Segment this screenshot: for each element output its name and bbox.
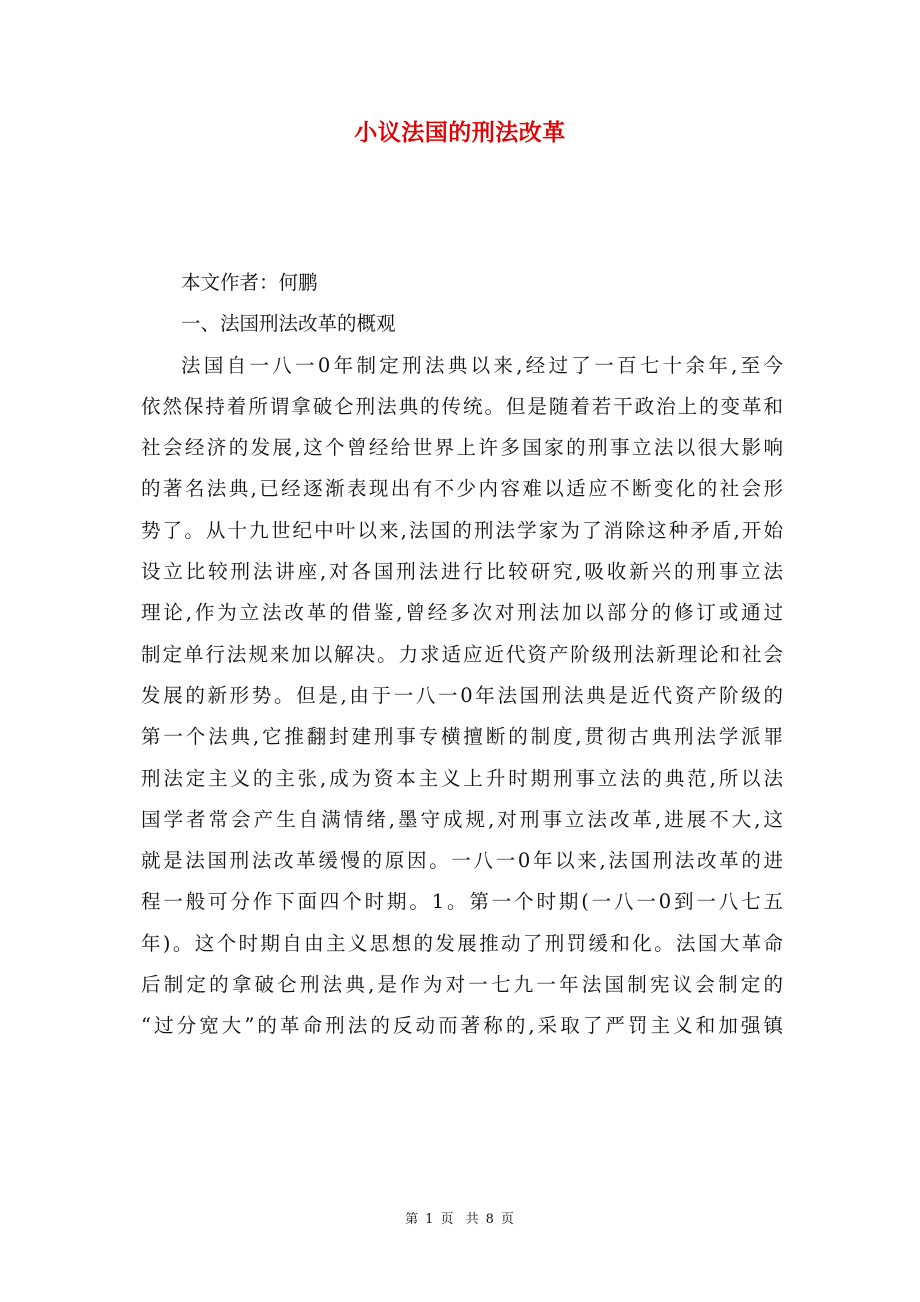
section-heading: 一、法国刑法改革的概观 — [181, 312, 396, 336]
body-line: 就是法国刑法改革缓慢的原因。一八一0年以来,法国刑法改革的进 — [141, 849, 783, 873]
body-line: 社会经济的发展,这个曾经给世界上许多国家的刑事立法以很大影响 — [141, 436, 783, 460]
body-line: 的著名法典,已经逐渐表现出有不少内容难以适应不断变化的社会形 — [141, 477, 783, 501]
body-line: 设立比较刑法讲座,对各国刑法进行比较研究,吸收新兴的刑事立法 — [141, 560, 783, 584]
body-line: 年)。这个时期自由主义思想的发展推动了刑罚缓和化。法国大革命 — [141, 931, 783, 955]
body-line: 制定单行法规来加以解决。力求适应近代资产阶级刑法新理论和社会 — [141, 642, 783, 666]
total-prefix: 共 — [465, 1212, 480, 1227]
document-body — [141, 262, 783, 1047]
body-line: 发展的新形势。但是,由于一八一0年法国刑法典是近代资产阶级的 — [141, 683, 783, 707]
body-line: 势了。从十九世纪中叶以来,法国的刑法学家为了消除这种矛盾,开始 — [141, 518, 783, 542]
body-line: 依然保持着所谓拿破仑刑法典的传统。但是随着若干政治上的变革和 — [141, 394, 783, 418]
body-line: 第一个法典,它推翻封建刑事专横擅断的制度,贯彻古典刑法学派罪 — [141, 725, 783, 749]
body-line: “过分宽大”的革命刑法的反动而著称的,采取了严罚主义和加强镇 — [141, 1014, 783, 1038]
page-unit: 页 — [440, 1212, 455, 1227]
body-line: 法国自一八一0年制定刑法典以来,经过了一百七十余年,至今 — [181, 353, 783, 377]
document-title: 小议法国的刑法改革 — [354, 119, 566, 146]
page-number-footer — [0, 1208, 920, 1227]
author-line: 本文作者：何鹏 — [181, 271, 318, 294]
body-line: 程一般可分作下面四个时期。1。第一个时期(一八一0到一八七五 — [141, 890, 783, 914]
body-line: 后制定的拿破仑刑法典,是作为对一七九一年法国制宪议会制定的 — [141, 973, 783, 997]
body-line: 理论,作为立法改革的借鉴,曾经多次对刑法加以部分的修订或通过 — [141, 601, 783, 625]
total-unit: 页 — [500, 1212, 515, 1227]
body-line: 国学者常会产生自满情绪,墨守成规,对刑事立法改革,进展不大,这 — [141, 807, 783, 831]
current-page: 1 — [425, 1212, 435, 1227]
page-prefix: 第 — [405, 1212, 420, 1227]
total-pages: 8 — [485, 1212, 495, 1227]
body-line: 刑法定主义的主张,成为资本主义上升时期刑事立法的典范,所以法 — [141, 766, 783, 790]
